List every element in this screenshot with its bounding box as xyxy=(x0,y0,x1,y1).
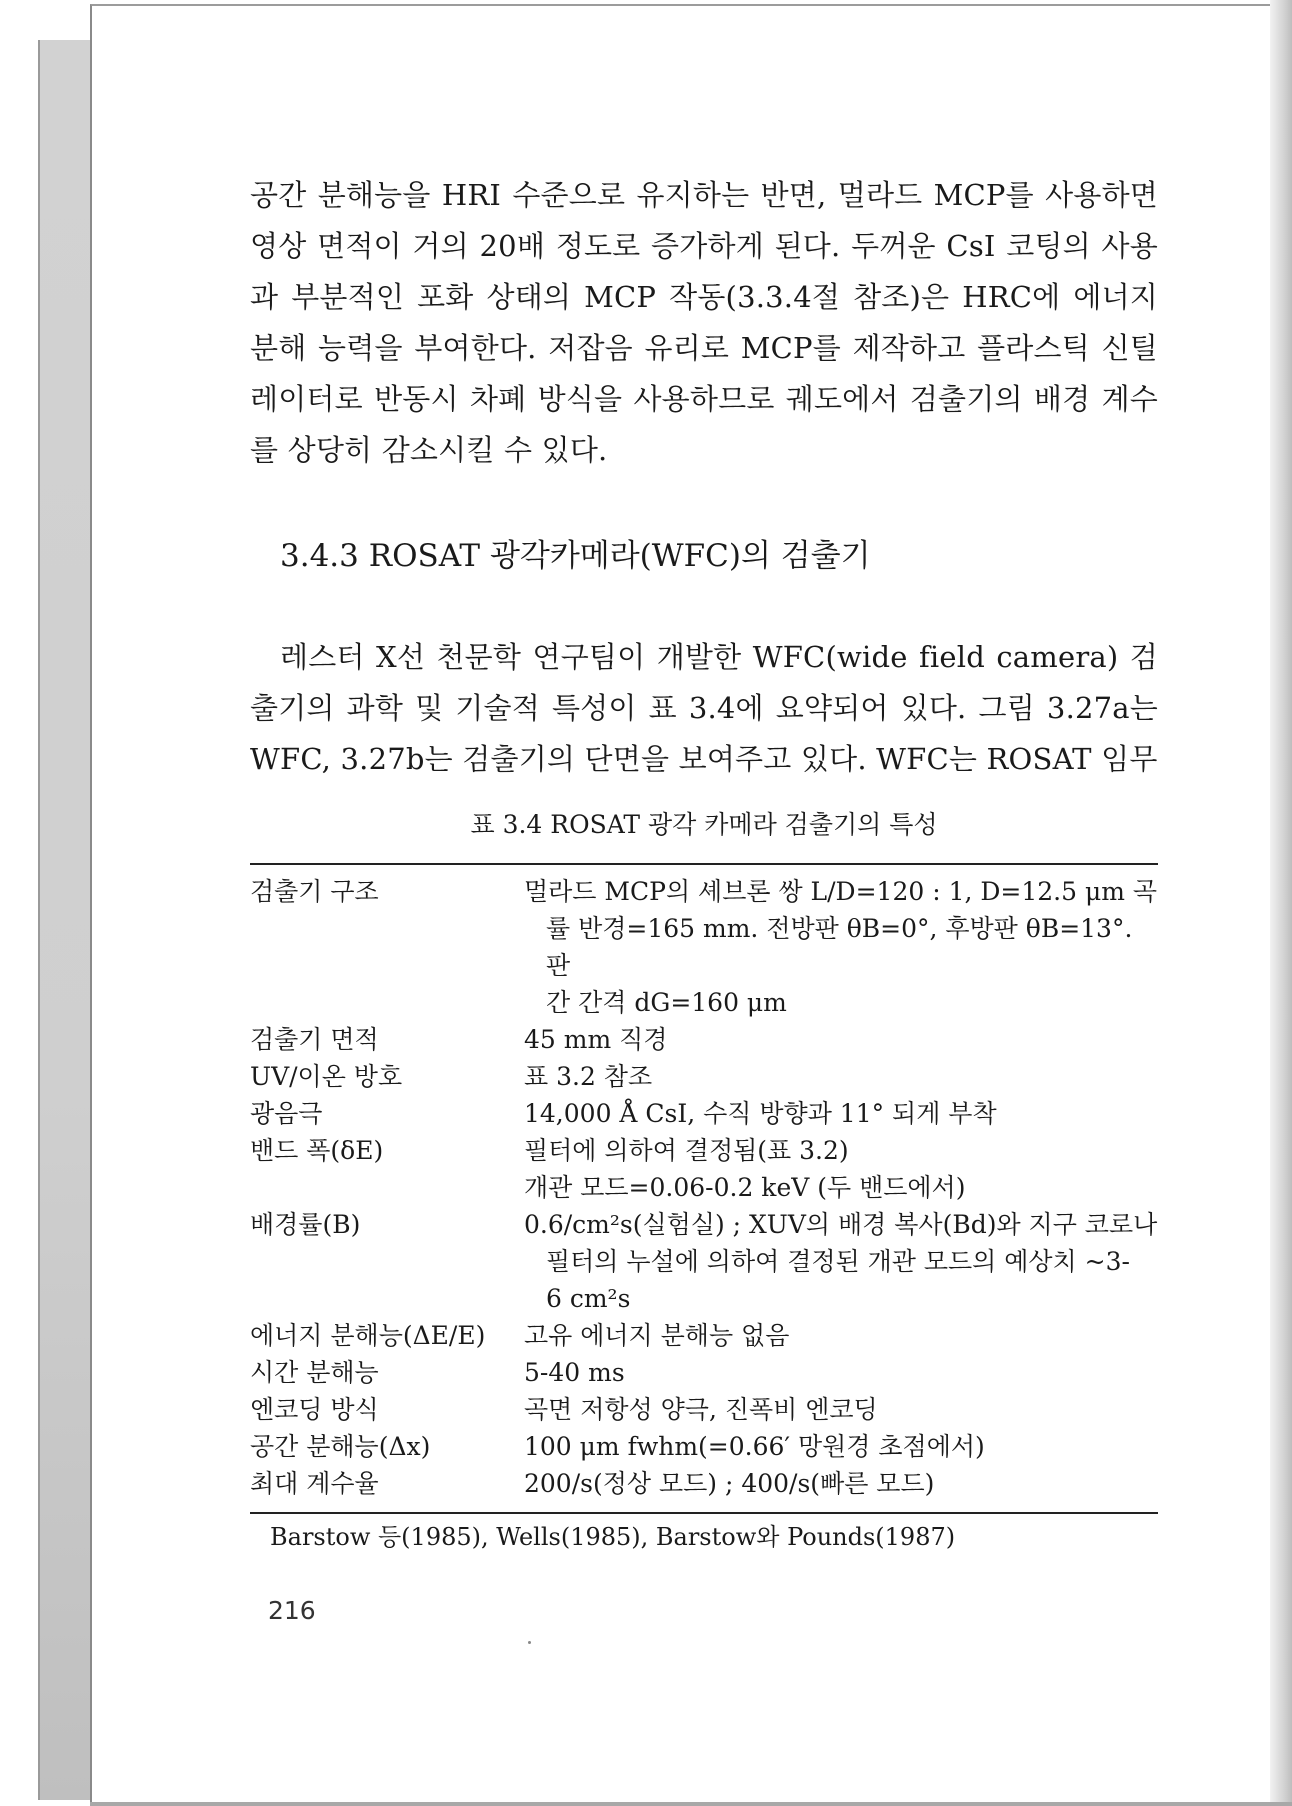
spec-value-line: 필터의 누설에 의하여 결정된 개관 모드의 예상치 ~3- xyxy=(546,1247,1130,1276)
table-row xyxy=(250,1206,1158,1317)
spec-key: 엔코딩 방식 xyxy=(250,1395,379,1424)
spec-value-line: 6 cm²s xyxy=(546,1284,631,1313)
spec-value xyxy=(524,1428,1158,1465)
spec-key: 밴드 폭(δE) xyxy=(250,1136,384,1165)
table-row xyxy=(250,1132,1158,1206)
spec-key: 공간 분해능(Δx) xyxy=(250,1432,431,1461)
page-bottom-edge xyxy=(90,1802,1292,1806)
spec-key: 검출기 구조 xyxy=(250,877,379,906)
page-edge xyxy=(1270,0,1292,1806)
table-row xyxy=(250,1391,1158,1428)
table-row xyxy=(250,1058,1158,1095)
spec-value-line: 45 mm 직경 xyxy=(524,1025,668,1054)
table-row xyxy=(250,873,1158,1021)
table-row xyxy=(250,1354,1158,1391)
spec-value xyxy=(524,1465,1158,1502)
table-row xyxy=(250,1465,1158,1502)
table-row xyxy=(250,1317,1158,1354)
spec-key: 에너지 분해능(ΔE/E) xyxy=(250,1321,486,1350)
paragraph-1: 공간 분해능을 HRI 수준으로 유지하는 반면, 멀라드 MCP를 사용하면 영상 면적이 거의 20배 정도로 증가하게 된다. 두꺼운 CsI 코팅의 사용과 부분적인 포화 상태의 MCP 작동(3.3.4절 참조)은 HRC에 에너지 분해 능력을 부여한다. 저잡음 유리로 MCP를 제작하고 플라스틱 신틸레이터로 반동시 차폐 방식을 사용하므로 궤도에서 검출기의 배경 계수를 상당히 감소시킬 수 있다. xyxy=(250,178,1158,467)
spec-key: 시간 분해능 xyxy=(250,1358,379,1387)
table-row xyxy=(250,1428,1158,1465)
table-row xyxy=(250,1021,1158,1058)
section-title: 3.4.3 ROSAT 광각카메라(WFC)의 검출기 xyxy=(280,538,871,574)
spec-key: 배경률(B) xyxy=(250,1210,361,1239)
paragraph-2: 레스터 X선 천문학 연구팀이 개발한 WFC(wide field camera) 검출기의 과학 및 기술적 특성이 표 3.4에 요약되어 있다. 그림 3.27a는 WFC, 3.27b는 검출기의 단면을 보여주고 있다. WFC는 ROSAT 임무 xyxy=(250,640,1158,776)
print-speck xyxy=(528,1641,531,1644)
spec-value-line: 필터에 의하여 결정됨(표 3.2) xyxy=(524,1136,849,1165)
spec-value xyxy=(524,1206,1158,1317)
spec-value-line: 곡면 저항성 양극, 진폭비 엔코딩 xyxy=(524,1395,878,1424)
table-top-rule xyxy=(250,863,1158,865)
spec-value xyxy=(524,1095,1158,1132)
spec-value-line: 개관 모드=0.06-0.2 keV (두 밴드에서) xyxy=(524,1173,966,1202)
table-caption: 표 3.4 ROSAT 광각 카메라 검출기의 특성 xyxy=(470,810,938,839)
book-spine xyxy=(38,40,92,1800)
spec-value xyxy=(524,1058,1158,1095)
table-row xyxy=(250,1095,1158,1132)
spec-value-line: 률 반경=165 mm. 전방판 θB=0°, 후방판 θB=13°. 판 xyxy=(546,914,1133,980)
spec-value xyxy=(524,1354,1158,1391)
spec-key: UV/이온 방호 xyxy=(250,1062,403,1091)
spec-value xyxy=(524,1021,1158,1058)
page-content xyxy=(250,170,1158,1554)
spec-value-line: 200/s(정상 모드) ; 400/s(빠른 모드) xyxy=(524,1469,935,1498)
spec-value xyxy=(524,1132,1158,1206)
spec-value-line: 멀라드 MCP의 셰브론 쌍 L/D=120 : 1, D=12.5 μm 곡 xyxy=(524,877,1158,906)
table-source: Barstow 등(1985), Wells(1985), Barstow와 Pounds(1987) xyxy=(270,1523,956,1551)
spec-value-line: 간 간격 dG=160 μm xyxy=(546,988,787,1017)
spec-value-line: 0.6/cm²s(실험실) ; XUV의 배경 복사(Bd)와 지구 코로나 xyxy=(524,1210,1158,1239)
spec-key: 최대 계수율 xyxy=(250,1469,379,1498)
spec-value-line: 14,000 Å CsI, 수직 방향과 11° 되게 부착 xyxy=(524,1099,997,1128)
spec-value-line: 고유 에너지 분해능 없음 xyxy=(524,1321,790,1350)
spec-value-line: 5-40 ms xyxy=(524,1358,625,1387)
spec-value-line: 표 3.2 참조 xyxy=(524,1062,653,1091)
spec-value xyxy=(524,1391,1158,1428)
spec-value-line: 100 μm fwhm(=0.66′ 망원경 초점에서) xyxy=(524,1432,985,1461)
spec-key: 검출기 면적 xyxy=(250,1025,379,1054)
spec-key: 광음극 xyxy=(250,1099,323,1128)
spec-value xyxy=(524,1317,1158,1354)
table-bottom-rule xyxy=(250,1512,1158,1514)
page-number: 216 xyxy=(268,1596,316,1625)
spec-table xyxy=(250,873,1158,1502)
spec-value xyxy=(524,873,1158,1021)
